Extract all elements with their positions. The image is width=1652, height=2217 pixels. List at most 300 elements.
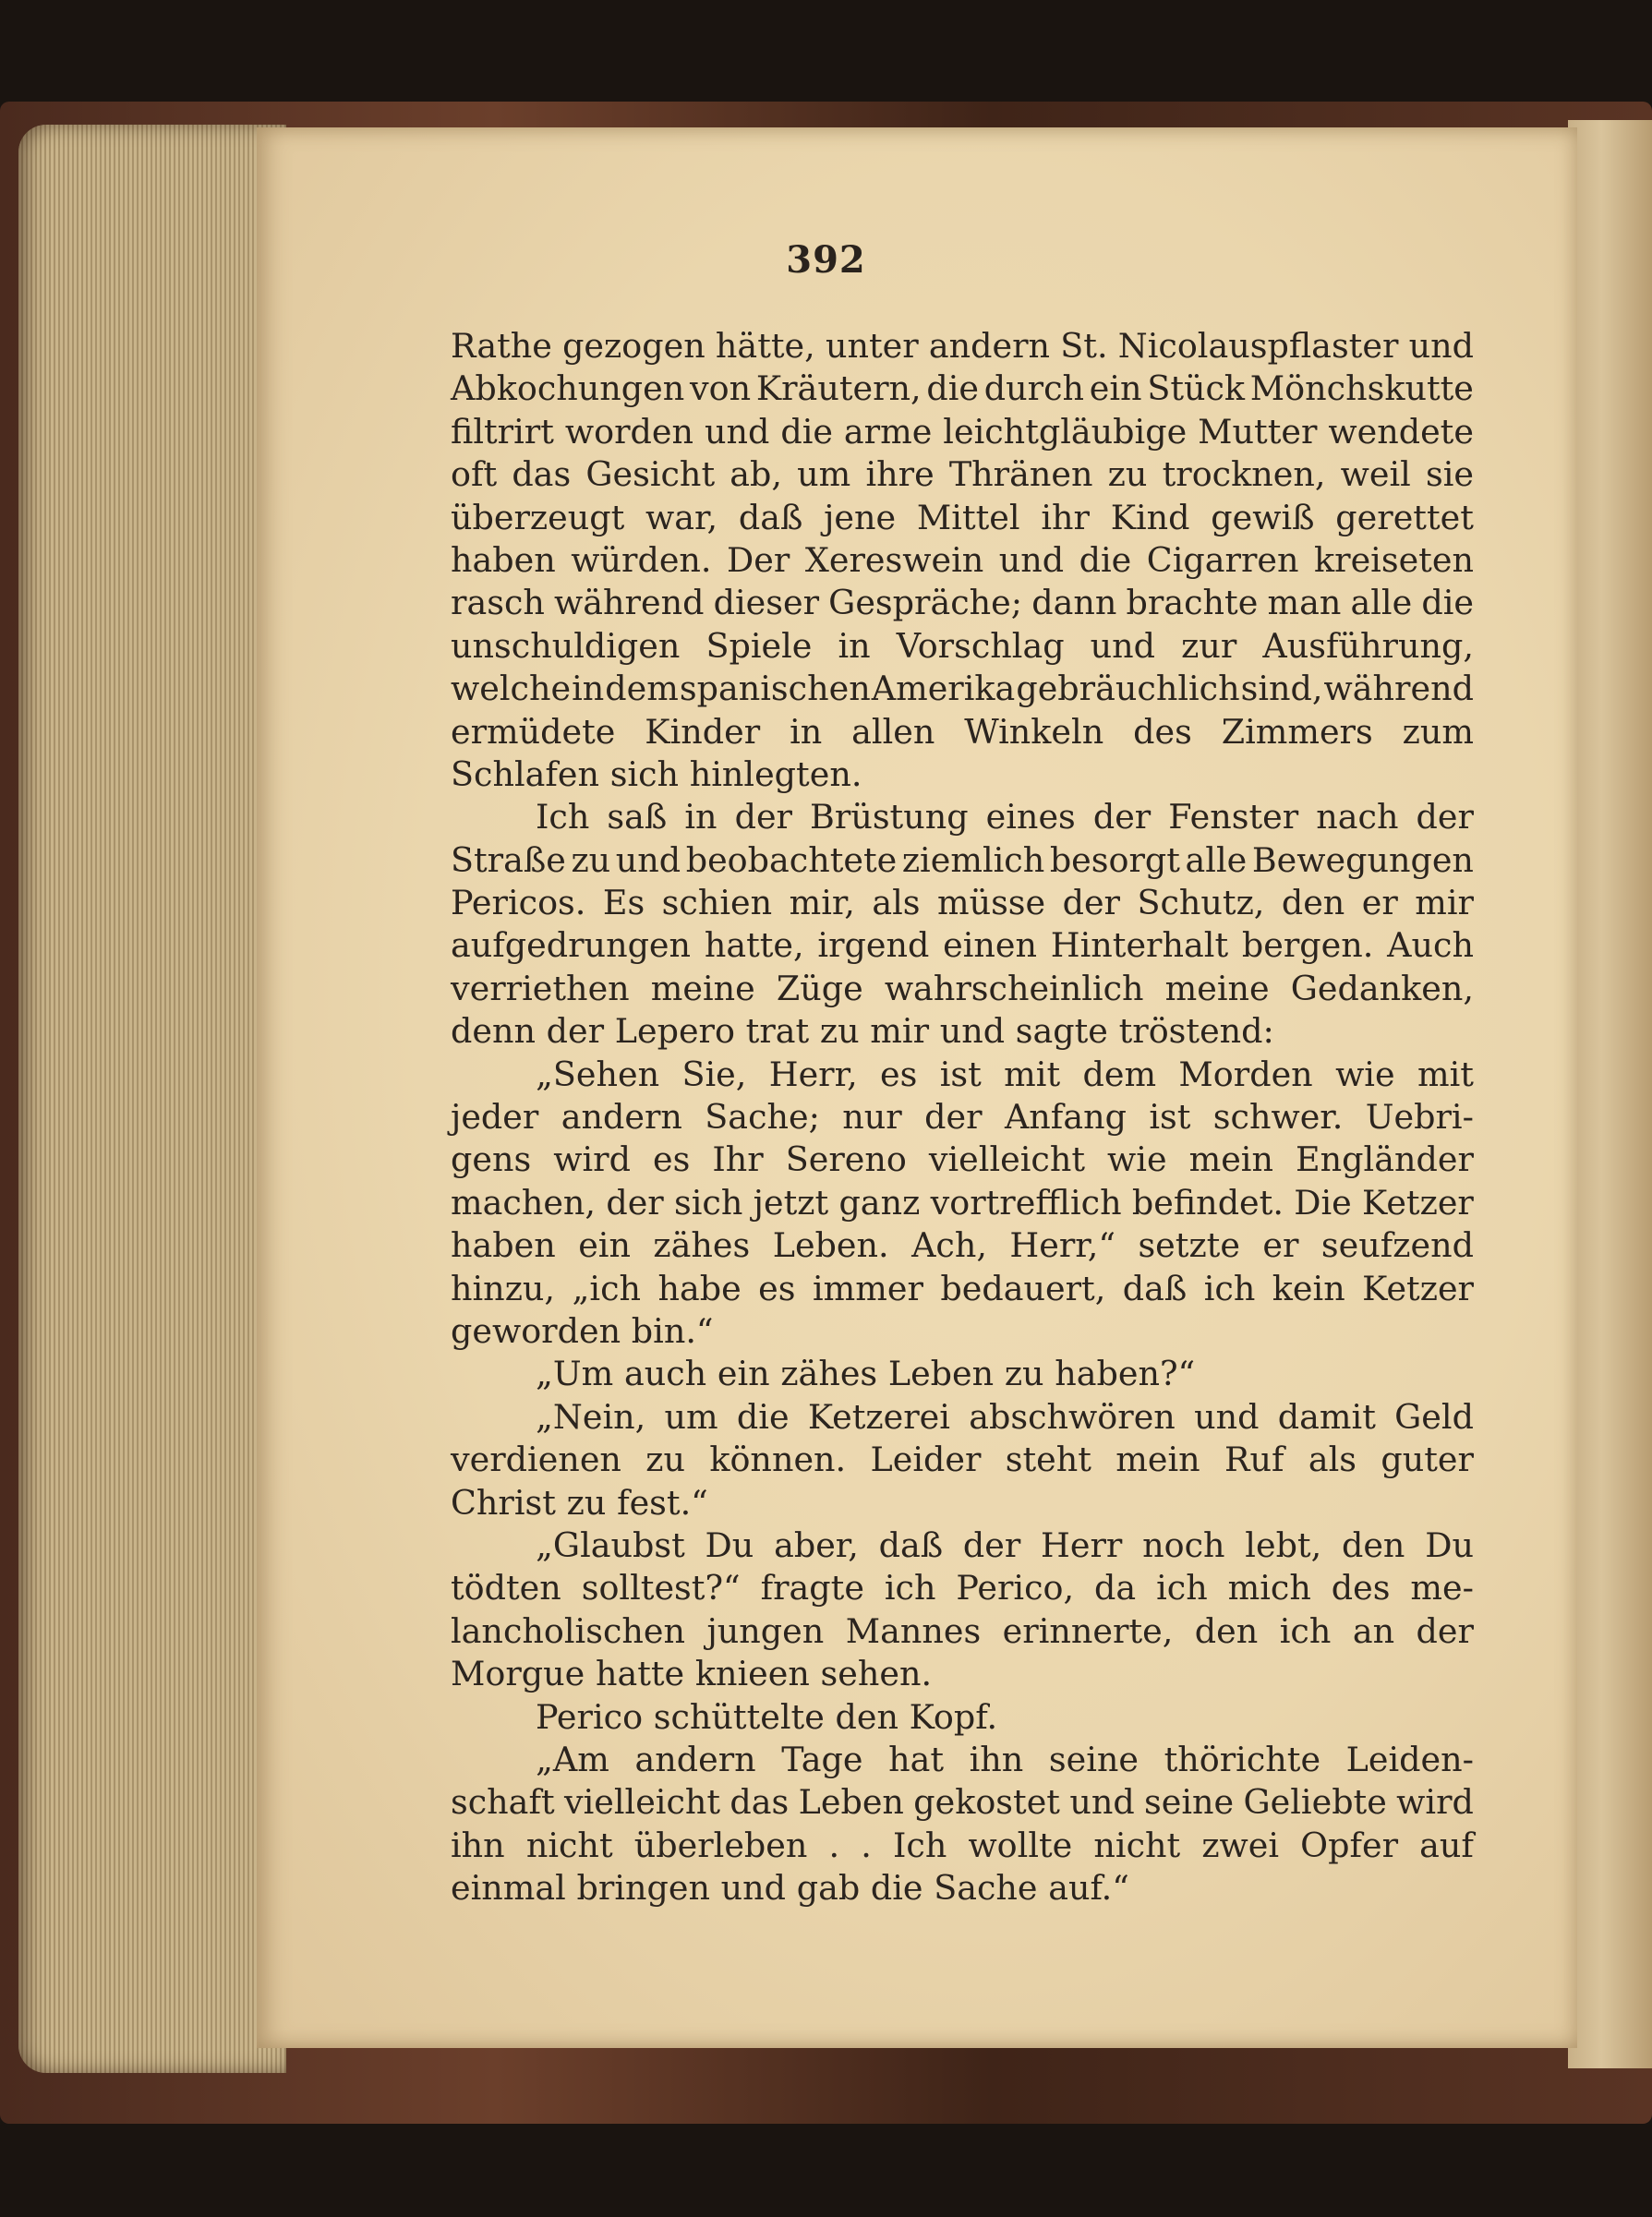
word: gezogen xyxy=(562,326,705,366)
word: jetzt xyxy=(753,1182,829,1223)
word: ist xyxy=(1149,1097,1191,1138)
word: „Nein, xyxy=(536,1396,646,1437)
text-line xyxy=(451,1867,1474,1910)
word: Perico xyxy=(536,1696,644,1737)
word: Auch xyxy=(1387,925,1474,966)
word: ganz xyxy=(838,1182,921,1223)
word: trocknen, xyxy=(1162,454,1326,495)
text-line xyxy=(451,453,1474,496)
word: Winkeln xyxy=(964,711,1104,752)
word: Zimmers xyxy=(1221,711,1373,752)
word: es xyxy=(652,1139,691,1180)
word: ich xyxy=(1156,1568,1208,1609)
word: und xyxy=(1194,1396,1260,1437)
word: andern xyxy=(634,1739,756,1779)
word: würden. xyxy=(571,539,712,580)
word: um xyxy=(664,1396,718,1437)
word: ich xyxy=(1279,1610,1332,1651)
word: können. xyxy=(709,1440,847,1480)
word: seufzend xyxy=(1320,1225,1474,1266)
word: wollte xyxy=(968,1825,1073,1865)
word: oft xyxy=(451,454,498,495)
word: allen xyxy=(851,711,935,752)
word: ich xyxy=(1203,1268,1256,1308)
word: ihre xyxy=(865,454,935,495)
word: Sache xyxy=(934,1868,1038,1909)
word: zu xyxy=(1107,454,1148,495)
word: „Um xyxy=(536,1354,614,1394)
text-line xyxy=(451,497,1474,539)
word: er xyxy=(1361,883,1398,923)
word: setzte xyxy=(1138,1225,1240,1266)
text-line xyxy=(451,1825,1474,1867)
word: und xyxy=(1090,625,1156,666)
word: Schlafen xyxy=(451,753,600,794)
word: ermüdete xyxy=(451,711,616,752)
word: alle xyxy=(1350,583,1413,623)
word: an xyxy=(1352,1610,1395,1651)
word: befindet. xyxy=(1131,1182,1284,1223)
word: ist xyxy=(939,1054,982,1094)
word: andern xyxy=(928,326,1051,366)
word: Cigarren xyxy=(1146,539,1299,580)
word: der xyxy=(606,1182,664,1223)
word: Mutter xyxy=(1198,411,1318,452)
word: gewiß xyxy=(1211,497,1315,537)
text-line xyxy=(451,367,1474,410)
text-line xyxy=(451,1096,1474,1139)
word: schüttelte xyxy=(653,1696,825,1737)
word: me- xyxy=(1410,1568,1474,1609)
word: Hinterhalt xyxy=(1050,925,1229,966)
word: Ruf xyxy=(1224,1440,1284,1480)
right-page-edge xyxy=(1568,120,1652,2068)
word: zum xyxy=(1402,711,1474,752)
word: zu xyxy=(1004,1354,1044,1394)
word: Geliebte xyxy=(1243,1782,1387,1823)
word: Der xyxy=(727,539,790,580)
word: hatte xyxy=(595,1654,685,1694)
word: solltest?“ xyxy=(581,1568,741,1609)
word: Fenster xyxy=(1168,797,1299,837)
word: ein xyxy=(717,1354,770,1394)
word: Tage xyxy=(781,1739,863,1779)
word: die xyxy=(1079,539,1132,580)
word: als xyxy=(1308,1440,1357,1480)
word: Mannes xyxy=(845,1610,982,1651)
word: zu xyxy=(645,1440,686,1480)
word: andern xyxy=(561,1097,682,1138)
word: bin.“ xyxy=(631,1310,714,1351)
text-line xyxy=(451,882,1474,924)
word: arme xyxy=(843,411,933,452)
word: wendete xyxy=(1328,411,1474,452)
word: mich xyxy=(1227,1568,1311,1609)
word: Lepero xyxy=(614,1011,735,1052)
word: die xyxy=(736,1396,790,1437)
word: mir xyxy=(870,1011,930,1052)
word: einmal xyxy=(451,1868,566,1909)
word: in xyxy=(572,669,605,709)
word: Perico, xyxy=(956,1568,1075,1609)
word: gerettet xyxy=(1335,497,1474,537)
word: hinlegten. xyxy=(689,753,862,794)
word: welche xyxy=(451,669,572,709)
text-line xyxy=(451,625,1474,668)
text-line xyxy=(451,539,1474,582)
word: auf xyxy=(1419,1825,1474,1865)
word: Opfer xyxy=(1300,1825,1399,1865)
word: Spiele xyxy=(705,625,813,666)
text-line xyxy=(451,1653,1474,1695)
word: rasch xyxy=(451,583,545,623)
text-line xyxy=(451,1310,1474,1353)
text-line xyxy=(451,1010,1474,1053)
word: dann xyxy=(1031,583,1117,623)
word: Gedanken, xyxy=(1290,968,1474,1008)
word: abschwören xyxy=(969,1396,1176,1437)
word: aber, xyxy=(774,1524,859,1565)
word: sich xyxy=(609,753,680,794)
word: Morden xyxy=(1178,1054,1313,1094)
word: der xyxy=(546,1011,605,1052)
word: und xyxy=(939,1011,1006,1052)
word: weil xyxy=(1340,454,1411,495)
word: Uebri- xyxy=(1365,1097,1474,1138)
word: gebräuchlich xyxy=(1016,669,1240,709)
word: zähes xyxy=(780,1354,878,1394)
word: dem xyxy=(605,669,679,709)
word: ziemlich xyxy=(901,839,1045,880)
word: brachte xyxy=(1126,583,1259,623)
word: hatte, xyxy=(704,925,804,966)
word: als xyxy=(872,883,921,923)
text-line xyxy=(451,1567,1474,1609)
text-line xyxy=(451,582,1474,624)
text-line xyxy=(451,1054,1474,1096)
word: hinzu, xyxy=(451,1268,556,1308)
word: hat xyxy=(888,1739,945,1779)
word: Christ xyxy=(451,1482,556,1523)
word: St. xyxy=(1060,326,1108,366)
word: die xyxy=(926,368,980,409)
word: Ach, xyxy=(911,1225,987,1266)
word: dem xyxy=(1082,1054,1157,1094)
word: das xyxy=(512,454,572,495)
text-line xyxy=(451,1439,1474,1481)
word: mir xyxy=(1415,883,1474,923)
text-line xyxy=(451,1739,1474,1781)
word: wird xyxy=(553,1139,631,1180)
word: und xyxy=(998,539,1065,580)
page-edges-stack xyxy=(18,125,286,2073)
word: gab xyxy=(796,1868,861,1909)
word: der xyxy=(962,1524,1021,1565)
text-line xyxy=(451,325,1474,367)
text-line xyxy=(451,1396,1474,1439)
word: . xyxy=(861,1825,872,1865)
word: wahrscheinlich xyxy=(884,968,1144,1008)
word: Mittel xyxy=(916,497,1020,537)
word: Leben xyxy=(798,1782,904,1823)
word: in xyxy=(684,797,717,837)
word: mein xyxy=(1188,1139,1273,1180)
word: ihr xyxy=(1041,497,1090,537)
word: ein xyxy=(1089,368,1142,409)
word: Es xyxy=(602,883,645,923)
word: ihn xyxy=(969,1739,1024,1779)
word: besorgt xyxy=(1049,839,1180,880)
word: meine xyxy=(1164,968,1270,1008)
word: saß xyxy=(607,797,668,837)
word: das xyxy=(730,1782,790,1823)
word: und xyxy=(1408,326,1474,366)
page-number: 392 xyxy=(786,238,866,282)
word: vortrefflich xyxy=(930,1182,1122,1223)
word: Kind xyxy=(1110,497,1190,537)
word: den xyxy=(1341,1524,1405,1565)
text-line xyxy=(451,796,1474,838)
word: Bewegungen xyxy=(1251,839,1474,880)
word: Amerika xyxy=(871,669,1016,709)
word: sie xyxy=(1425,454,1474,495)
word: eines xyxy=(985,797,1076,837)
word: fest.“ xyxy=(617,1482,708,1523)
word: gens xyxy=(451,1139,532,1180)
word: Anfang xyxy=(1004,1097,1127,1138)
word: durch xyxy=(983,368,1085,409)
word: schien xyxy=(661,883,773,923)
word: schwer. xyxy=(1212,1097,1344,1138)
word: dieser xyxy=(713,583,820,623)
page-text xyxy=(451,325,1474,1910)
word: Leben xyxy=(887,1354,995,1394)
word: Kinder xyxy=(645,711,761,752)
word: jungen xyxy=(706,1610,825,1651)
word: der xyxy=(1092,797,1152,837)
word: verdienen xyxy=(451,1440,621,1480)
word: tröstend: xyxy=(1118,1011,1274,1052)
word: Leben. xyxy=(772,1225,889,1266)
word: Ich xyxy=(536,797,590,837)
text-line xyxy=(451,1781,1474,1824)
word: man xyxy=(1267,583,1342,623)
text-line xyxy=(451,968,1474,1010)
word: auch xyxy=(623,1354,707,1394)
word: mit xyxy=(1004,1054,1061,1094)
word: Du xyxy=(1425,1524,1474,1565)
word: lancholischen xyxy=(451,1610,686,1651)
word: in xyxy=(838,625,871,666)
word: war, xyxy=(645,497,718,537)
word: zähes xyxy=(653,1225,751,1266)
word: und xyxy=(704,411,770,452)
word: zu xyxy=(571,839,611,880)
text-line xyxy=(451,1524,1474,1567)
word: guter xyxy=(1381,1440,1474,1480)
word: Sereno xyxy=(785,1139,907,1180)
word: während xyxy=(1323,669,1474,709)
word: erinnerte, xyxy=(1002,1610,1174,1651)
word: die xyxy=(780,411,833,452)
word: da xyxy=(1094,1568,1137,1609)
word: geworden xyxy=(451,1310,621,1351)
text-line xyxy=(451,839,1474,882)
word: daß xyxy=(738,497,803,537)
word: seine xyxy=(1048,1739,1139,1779)
word: Morgue xyxy=(451,1654,585,1694)
text-line xyxy=(451,1696,1474,1739)
word: wie xyxy=(1107,1139,1167,1180)
word: haben xyxy=(451,539,556,580)
word: ein xyxy=(578,1225,631,1266)
word: Mönchskutte xyxy=(1249,368,1474,409)
word: Züge xyxy=(776,968,863,1008)
word: damit xyxy=(1277,1396,1376,1437)
word: Die xyxy=(1294,1182,1352,1223)
word: Leiden- xyxy=(1345,1739,1474,1779)
word: haben xyxy=(451,1225,556,1266)
word: mir, xyxy=(789,883,855,923)
word: der xyxy=(734,797,792,837)
word: den xyxy=(1281,883,1345,923)
word: ich xyxy=(884,1568,936,1609)
word: Sache; xyxy=(705,1097,820,1138)
word: steht xyxy=(1005,1440,1091,1480)
word: einen xyxy=(943,925,1038,966)
word: Ausführung, xyxy=(1262,625,1474,666)
word: die xyxy=(1421,583,1474,623)
word: jeder xyxy=(451,1097,539,1138)
word: zu xyxy=(566,1482,607,1523)
word: Xereswein xyxy=(804,539,984,580)
text-line xyxy=(451,753,1474,796)
word: trat xyxy=(745,1011,810,1052)
word: und xyxy=(1069,1782,1135,1823)
word: „ich xyxy=(572,1268,642,1308)
word: und xyxy=(615,839,681,880)
text-line xyxy=(451,1224,1474,1267)
word: kreiseten xyxy=(1314,539,1474,580)
word: und xyxy=(720,1868,787,1909)
word: um xyxy=(797,454,851,495)
word: Gesicht xyxy=(585,454,716,495)
word: spanischen xyxy=(679,669,871,709)
word: verriethen xyxy=(451,968,630,1008)
word: den xyxy=(1194,1610,1259,1651)
word: . xyxy=(828,1825,840,1865)
word: Brüstung xyxy=(810,797,969,837)
word: noch xyxy=(1142,1524,1225,1565)
text-line xyxy=(451,1353,1474,1395)
word: der xyxy=(924,1097,983,1138)
word: er xyxy=(1262,1225,1299,1266)
word: meine xyxy=(650,968,755,1008)
word: mein xyxy=(1115,1440,1200,1480)
word: schaft xyxy=(451,1782,555,1823)
word: jene xyxy=(824,497,897,537)
word: Du xyxy=(705,1524,754,1565)
word: es xyxy=(758,1268,796,1308)
word: Ketzer xyxy=(1362,1182,1474,1223)
text-line xyxy=(451,668,1474,710)
word: lebt, xyxy=(1245,1524,1322,1565)
word: nach xyxy=(1316,797,1399,837)
word: alle xyxy=(1185,839,1248,880)
word: filtrirt xyxy=(451,411,554,452)
word: unschuldigen xyxy=(451,625,681,666)
word: denn xyxy=(451,1011,536,1052)
word: Herr,“ xyxy=(1009,1225,1116,1266)
text-line xyxy=(451,1610,1474,1653)
word: „Am xyxy=(536,1739,609,1779)
word: Abkochungen xyxy=(451,368,685,409)
word: von xyxy=(690,368,752,409)
word: des xyxy=(1331,1568,1391,1609)
word: Vorschlag xyxy=(896,625,1065,666)
text-line xyxy=(451,1268,1474,1310)
word: aufgedrungen xyxy=(451,925,692,966)
word: der xyxy=(1416,797,1474,837)
word: sagte xyxy=(1015,1011,1108,1052)
word: der xyxy=(1416,1610,1474,1651)
word: überleben xyxy=(633,1825,808,1865)
word: Engländer xyxy=(1296,1139,1474,1180)
word: nicht xyxy=(1093,1825,1181,1865)
word: Thränen xyxy=(948,454,1093,495)
word: zwei xyxy=(1201,1825,1280,1865)
word: irgend xyxy=(817,925,930,966)
text-line xyxy=(451,924,1474,967)
word: daß xyxy=(878,1524,944,1565)
word: Rathe xyxy=(451,326,552,366)
word: vielleicht xyxy=(563,1782,721,1823)
word: Geld xyxy=(1394,1396,1474,1437)
word: Stück xyxy=(1147,368,1246,409)
word: den xyxy=(835,1696,898,1737)
word: kein xyxy=(1272,1268,1345,1308)
word: worden xyxy=(564,411,694,452)
word: habe xyxy=(657,1268,742,1308)
word: Ihr xyxy=(712,1139,764,1180)
word: Gespräche; xyxy=(828,583,1023,623)
word: der xyxy=(1062,883,1120,923)
word: Herr xyxy=(1041,1524,1123,1565)
word: unter xyxy=(825,326,919,366)
word: knieen xyxy=(694,1654,810,1694)
word: Pericos. xyxy=(451,883,586,923)
word: Straße xyxy=(451,839,566,880)
word: Ich xyxy=(892,1825,947,1865)
word: überzeugt xyxy=(451,497,625,537)
word: sehen. xyxy=(820,1654,933,1694)
word: wie xyxy=(1335,1054,1395,1094)
word: sind, xyxy=(1240,669,1323,709)
word: zur xyxy=(1181,625,1237,666)
word: haben?“ xyxy=(1055,1354,1196,1394)
word: immer xyxy=(812,1268,923,1308)
word: Kräutern, xyxy=(755,368,922,409)
word: bedauert, xyxy=(940,1268,1106,1308)
word: während xyxy=(554,583,705,623)
word: thörichte xyxy=(1164,1739,1321,1779)
word: daß xyxy=(1122,1268,1188,1308)
text-line xyxy=(451,1482,1474,1524)
word: Sie, xyxy=(681,1054,747,1094)
word: tödten xyxy=(451,1568,561,1609)
word: Herr, xyxy=(768,1054,858,1094)
word: es xyxy=(880,1054,918,1094)
